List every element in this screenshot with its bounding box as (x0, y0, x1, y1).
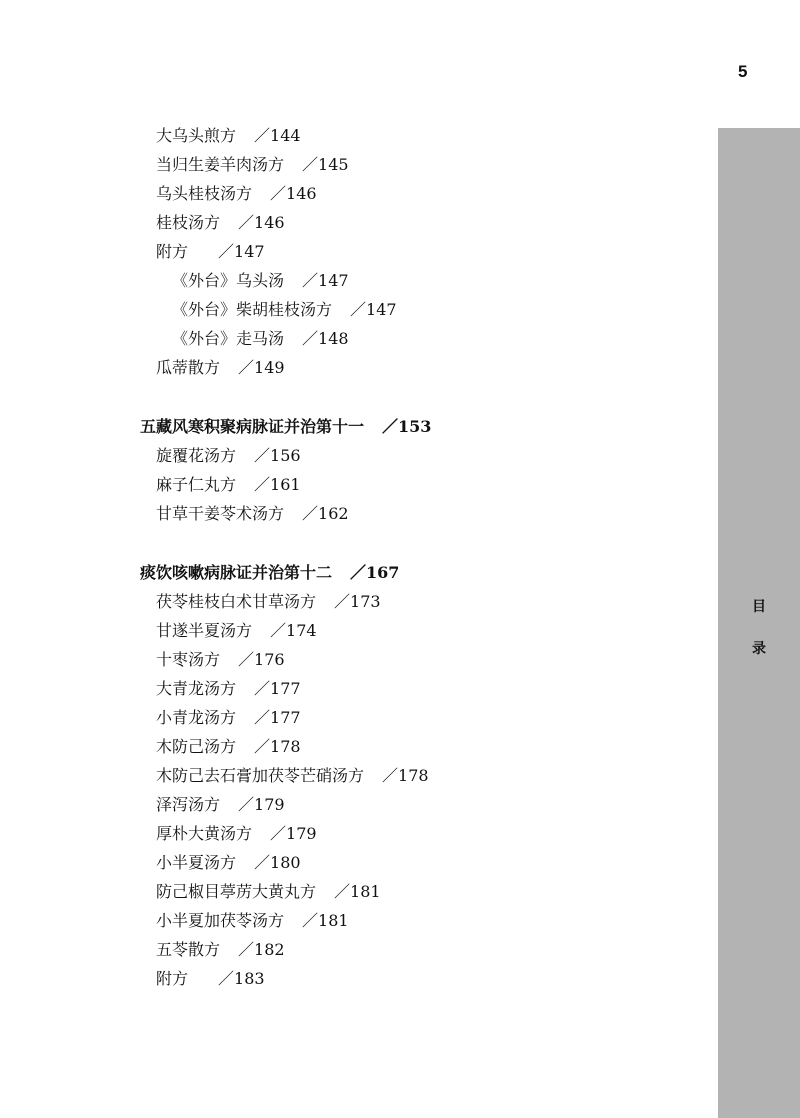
toc-entry[interactable] (156, 969, 265, 989)
toc-entry-page: ／147 (218, 242, 265, 261)
toc-entry-page: ／156 (254, 446, 301, 465)
toc-entry[interactable] (172, 300, 397, 320)
toc-entry-title: 《外台》走马汤 (172, 329, 285, 348)
toc-entry-page: ／173 (334, 592, 381, 611)
toc-entry-title: 五藏风寒积聚病脉证并治第十一 (140, 417, 365, 436)
toc-entry[interactable] (156, 853, 301, 873)
toc-entry-page: ／178 (382, 766, 429, 785)
toc-chapter-heading[interactable] (140, 563, 399, 583)
toc-entry[interactable] (172, 271, 349, 291)
toc-chapter-heading[interactable] (140, 417, 431, 437)
toc-entry-title: 木防己汤方 (156, 737, 237, 756)
toc-entry-page: ／145 (302, 155, 349, 174)
toc-entry-title: 桂枝汤方 (156, 213, 221, 232)
toc-entry-page: ／149 (238, 358, 285, 377)
toc-entry[interactable] (156, 621, 317, 641)
toc-entry-page: ／146 (238, 213, 285, 232)
toc-entry[interactable] (156, 126, 301, 146)
toc-entry[interactable] (172, 329, 349, 349)
page-number: 5 (738, 62, 748, 81)
toc-entry-title: 防己椒目葶苈大黄丸方 (156, 882, 317, 901)
toc-entry[interactable] (156, 184, 317, 204)
toc-entry-page: ／147 (302, 271, 349, 290)
toc-entry-page: ／161 (254, 475, 301, 494)
toc-entry-page: ／162 (302, 504, 349, 523)
toc-entry-page: ／153 (382, 417, 432, 436)
toc-entry-title: 木防己去石膏加茯苓芒硝汤方 (156, 766, 365, 785)
side-tab (718, 128, 800, 1118)
side-tab-char: 录 (752, 641, 766, 657)
toc-entry-title: 当归生姜羊肉汤方 (156, 155, 285, 174)
toc-entry-title: 大青龙汤方 (156, 679, 237, 698)
toc-entry-page: ／179 (270, 824, 317, 843)
toc-entry-page: ／167 (350, 563, 400, 582)
toc-entry-title: 五苓散方 (156, 940, 221, 959)
toc-entry[interactable] (156, 446, 301, 466)
toc-entry-title: 附方 (156, 242, 189, 261)
toc-entry[interactable] (156, 679, 301, 699)
toc-entry-title: 十枣汤方 (156, 650, 221, 669)
toc-entry-title: 附方 (156, 969, 189, 988)
toc-entry[interactable] (156, 504, 349, 524)
toc-entry-title: 甘草干姜苓术汤方 (156, 504, 285, 523)
toc-entry-page: ／180 (254, 853, 301, 872)
toc-entry-page: ／147 (350, 300, 397, 319)
toc-entry[interactable] (156, 242, 265, 262)
toc-entry-page: ／182 (238, 940, 285, 959)
toc-entry[interactable] (156, 213, 285, 233)
toc-entry[interactable] (156, 155, 349, 175)
toc-entry-title: 厚朴大黄汤方 (156, 824, 253, 843)
toc-entry-title: 麻子仁丸方 (156, 475, 237, 494)
toc-entry[interactable] (156, 708, 301, 728)
toc-entry-title: 小青龙汤方 (156, 708, 237, 727)
toc-entry-title: 大乌头煎方 (156, 126, 237, 145)
toc-entry-page: ／179 (238, 795, 285, 814)
toc-entry-page: ／176 (238, 650, 285, 669)
toc-entry-title: 茯苓桂枝白术甘草汤方 (156, 592, 317, 611)
toc-entry-title: 《外台》乌头汤 (172, 271, 285, 290)
toc-entry-title: 乌头桂枝汤方 (156, 184, 253, 203)
toc-entry-page: ／144 (254, 126, 301, 145)
toc-entry-page: ／181 (302, 911, 349, 930)
toc-entry[interactable] (156, 795, 285, 815)
toc-entry[interactable] (156, 737, 301, 757)
toc-entry[interactable] (156, 475, 301, 495)
toc-entry-title: 小半夏汤方 (156, 853, 237, 872)
toc-entry-page: ／177 (254, 708, 301, 727)
toc-entry-title: 旋覆花汤方 (156, 446, 237, 465)
toc-entry[interactable] (156, 650, 285, 670)
toc-entry-title: 甘遂半夏汤方 (156, 621, 253, 640)
toc-entry[interactable] (156, 592, 381, 612)
toc-entry[interactable] (156, 824, 317, 844)
side-tab-char: 目 (752, 599, 766, 615)
toc-entry-title: 瓜蒂散方 (156, 358, 221, 377)
toc-entry[interactable] (156, 911, 349, 931)
toc-entry-page: ／181 (334, 882, 381, 901)
toc-entry[interactable] (156, 882, 381, 902)
toc-entry-page: ／177 (254, 679, 301, 698)
toc-entry-title: 痰饮咳嗽病脉证并治第十二 (140, 563, 333, 582)
toc-entry-title: 小半夏加茯苓汤方 (156, 911, 285, 930)
toc-entry[interactable] (156, 940, 285, 960)
toc-entry-title: 泽泻汤方 (156, 795, 221, 814)
toc-entry-page: ／183 (218, 969, 265, 988)
toc-entry-page: ／146 (270, 184, 317, 203)
toc-entry-title: 《外台》柴胡桂枝汤方 (172, 300, 333, 319)
toc-entry-page: ／178 (254, 737, 301, 756)
toc-entry-page: ／148 (302, 329, 349, 348)
toc-entry[interactable] (156, 766, 429, 786)
toc-entry-page: ／174 (270, 621, 317, 640)
toc-entry[interactable] (156, 358, 285, 378)
